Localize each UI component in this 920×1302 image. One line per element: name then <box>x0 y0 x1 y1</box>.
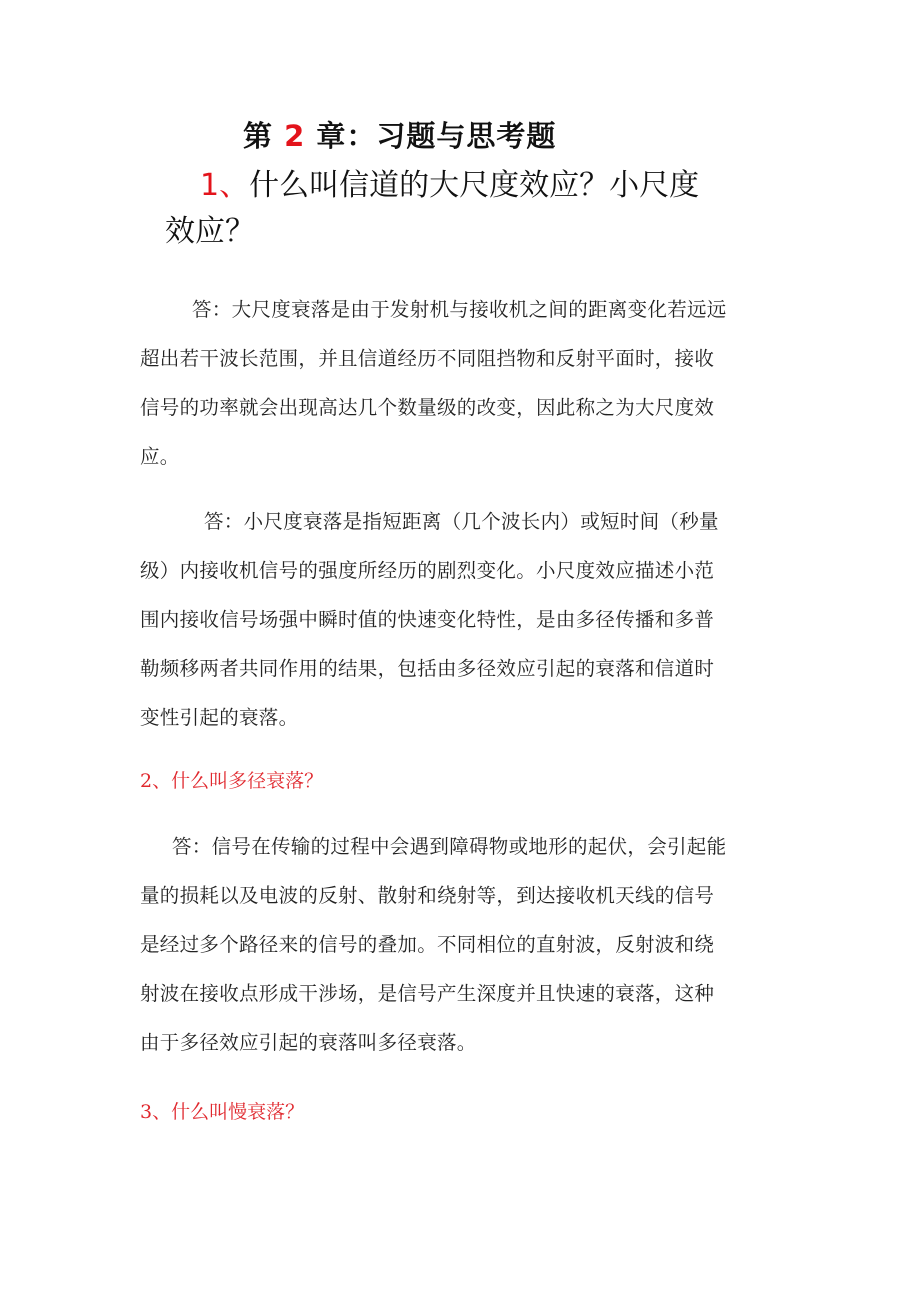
paragraph-line: 级）内接收机信号的强度所经历的剧烈变化。小尺度效应描述小范 <box>140 559 715 582</box>
chapter-number: 2 <box>284 119 306 153</box>
question-1-line-2: 效应？ <box>165 214 255 249</box>
question-2-heading: 2、什么叫多径衰落？ <box>140 770 324 792</box>
paragraph-line: 答：小尺度衰落是指短距离（几个波长内）或短时间（秒量 <box>204 510 719 533</box>
paragraph-line: 由于多径效应引起的衰落叫多径衰落。 <box>140 1031 477 1054</box>
answer-1-large-scale <box>140 285 785 481</box>
answer-2 <box>140 822 785 1067</box>
paragraph-line: 超出若干波长范围，并且信道经历不同阻挡物和反射平面时，接收 <box>140 347 715 370</box>
paragraph-line: 是经过多个路径来的信号的叠加。不同相位的直射波，反射波和绕 <box>140 933 715 956</box>
page-title <box>243 114 556 155</box>
paragraph-line: 射波在接收点形成干涉场，是信号产生深度并且快速的衰落，这种 <box>140 982 715 1005</box>
title-suffix: 章：习题与思考题 <box>316 119 557 153</box>
question-3-heading: 3、什么叫慢衰落？ <box>140 1101 305 1123</box>
paragraph-line: 量的损耗以及电波的反射、散射和绕射等，到达接收机天线的信号 <box>140 884 715 907</box>
question-1-line-1 <box>165 163 785 209</box>
paragraph-line: 勒频移两者共同作用的结果，包括由多径效应引起的衰落和信道时 <box>140 657 715 680</box>
answer-1-small-scale <box>140 497 785 742</box>
question-1-heading <box>165 163 785 255</box>
paragraph-line: 答：信号在传输的过程中会遇到障碍物或地形的起伏，会引起能 <box>172 835 727 858</box>
question-1-number: 1、 <box>200 168 250 203</box>
paragraph-line: 变性引起的衰落。 <box>140 706 299 729</box>
paragraph-line: 答：大尺度衰落是由于发射机与接收机之间的距离变化若远远 <box>192 298 727 321</box>
question-1-text: 什么叫信道的大尺度效应？小尺度 <box>249 168 700 203</box>
paragraph-line: 信号的功率就会出现高达几个数量级的改变，因此称之为大尺度效 <box>140 396 715 419</box>
title-prefix: 第 <box>243 119 274 153</box>
paragraph-line: 应。 <box>140 445 180 468</box>
paragraph-line: 围内接收信号场强中瞬时值的快速变化特性，是由多径传播和多普 <box>140 608 715 631</box>
